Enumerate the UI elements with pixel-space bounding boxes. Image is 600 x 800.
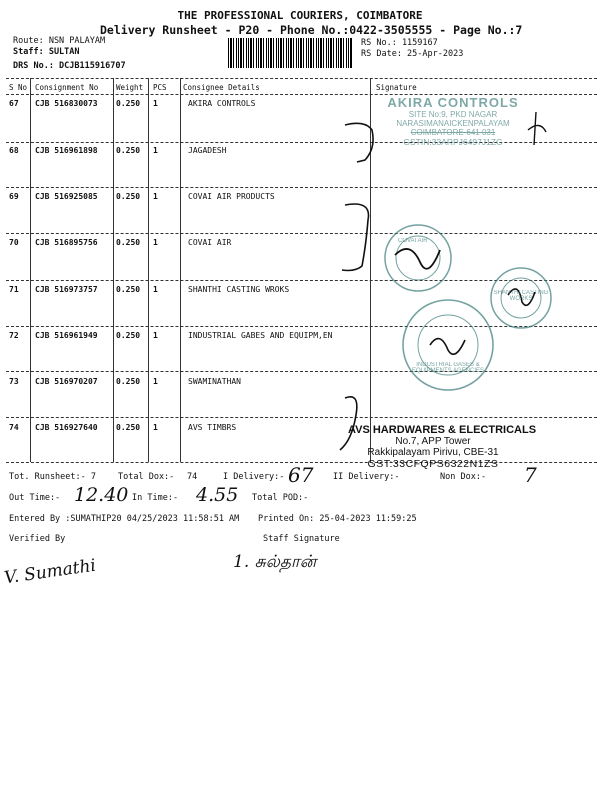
stamp-line: AVS HARDWARES & ELECTRICALS — [348, 424, 537, 436]
verified-signature: V. Sumathi — [3, 555, 98, 589]
rs-number: RS No.: 1159167 — [361, 38, 438, 48]
industrial-stamp-text: INDUSTRIAL GASES & EQUIPMENTS AGENCIES — [411, 362, 484, 374]
stamp-line: GST:33CFQPS6322N1ZS — [367, 458, 499, 470]
i-delivery-handwritten: 67 — [288, 463, 314, 487]
total-dox-label: Total Dox:- — [118, 472, 175, 482]
row-pcs: 1 — [153, 99, 158, 108]
ii-delivery-label: II Delivery:- — [333, 472, 400, 482]
covai-stamp-text: COVAI AIR — [398, 238, 428, 244]
row-consignee: AVS TIMBRS — [188, 423, 237, 432]
column-header-consignee: Consignee Details — [183, 83, 260, 92]
signature-stroke — [395, 249, 440, 269]
signature-stroke — [345, 123, 373, 162]
row-sno: 72 — [9, 331, 19, 340]
non-dox-label: Non Dox:- — [440, 472, 487, 482]
total-dox-value: 74 — [187, 472, 198, 482]
row-consignee: INDUSTRIAL GABES AND EQUIPM,EN — [188, 331, 333, 340]
row-consignment: CJB 516961898 — [35, 146, 98, 155]
document-subtitle: Delivery Runsheet - P20 - Phone No.:0422-3505555 - Page No.:7 — [100, 23, 523, 37]
row-pcs: 1 — [153, 285, 158, 294]
printed-on: Printed On: 25-04-2023 11:59:25 — [258, 514, 417, 524]
row-sno: 67 — [9, 99, 19, 108]
drs-number: DRS No.: DCJB115916707 — [13, 61, 126, 71]
row-pcs: 1 — [153, 238, 158, 247]
row-weight: 0.250 — [116, 331, 141, 340]
row-pcs: 1 — [153, 423, 158, 432]
row-pcs: 1 — [153, 331, 158, 340]
row-consignment: CJB 516973757 — [35, 285, 98, 294]
row-consignment: CJB 516895756 — [35, 238, 98, 247]
shanthi-stamp-text: SHANTHI CASTING WORKS — [493, 290, 549, 302]
route-label: Route: NSN PALAYAM — [13, 36, 106, 46]
stamp-line: SITE No:9, PKD NAGAR — [408, 110, 498, 119]
out-time-label: Out Time:- — [9, 493, 61, 503]
column-header-pcs: PCS — [153, 83, 167, 92]
staff-label: Staff: SULTAN — [13, 47, 80, 57]
row-weight: 0.250 — [116, 146, 141, 155]
industrial-stamp-ring — [403, 300, 493, 390]
signature-stroke — [342, 204, 369, 271]
stamp-line: Rakkipalayam Pirivu, CBE-31 — [367, 447, 499, 458]
row-consignment: CJB 516970207 — [35, 377, 98, 386]
row-sno: 74 — [9, 423, 19, 432]
row-sno: 69 — [9, 192, 19, 201]
row-weight: 0.250 — [116, 99, 141, 108]
stamp-line: No.7, APP Tower — [395, 436, 471, 447]
ii-delivery-handwritten: 7 — [524, 463, 537, 487]
row-weight: 0.250 — [116, 377, 141, 386]
stamp-line: NARASIMANAICKENPALAYAM — [396, 119, 510, 128]
document-title: THE PROFESSIONAL COURIERS, COIMBATORE — [177, 9, 423, 22]
row-consignment: CJB 516961949 — [35, 331, 98, 340]
i-delivery-label: I Delivery:- — [223, 472, 285, 482]
row-weight: 0.250 — [116, 423, 141, 432]
row-sno: 71 — [9, 285, 19, 294]
row-consignment: CJB 516925085 — [35, 192, 98, 201]
rs-date: RS Date: 25-Apr-2023 — [361, 49, 464, 59]
row-pcs: 1 — [153, 146, 158, 155]
row-consignee: COVAI AIR — [188, 238, 232, 247]
staff-signature-label: Staff Signature — [263, 534, 340, 544]
stamp-line: GSTIN:33ARPJ6497J1ZG — [403, 137, 503, 147]
entered-by: Entered By :SUMATHIP20 04/25/2023 11:58:51 AM — [9, 514, 240, 524]
column-header-sno: S No — [9, 83, 28, 92]
row-weight: 0.250 — [116, 285, 141, 294]
signature-stroke — [528, 112, 546, 145]
signature-stroke — [430, 339, 465, 355]
staff-signature: 1. சுல்தான் — [233, 552, 317, 572]
stamp-line: AKIRA CONTROLS — [387, 95, 519, 110]
row-sno: 73 — [9, 377, 19, 386]
stamp-line: COIMBATORE-641 031 — [410, 128, 496, 137]
row-weight: 0.250 — [116, 238, 141, 247]
in-time-label: In Time:- — [132, 493, 179, 503]
verified-by-label: Verified By — [9, 534, 66, 544]
row-pcs: 1 — [153, 192, 158, 201]
row-pcs: 1 — [153, 377, 158, 386]
row-consignee: JAGADESH — [188, 146, 227, 155]
row-consignee: COVAI AIR PRODUCTS — [188, 192, 275, 201]
avs-company-stamp — [348, 424, 537, 470]
out-time-handwritten: 12.40 — [74, 484, 129, 506]
row-consignee: SHANTHI CASTING WROKS — [188, 285, 290, 294]
row-sno: 70 — [9, 238, 19, 247]
column-header-weight: Weight — [116, 83, 144, 92]
total-pod-label: Total POD:- — [252, 493, 309, 503]
row-consignment: CJB 516927640 — [35, 423, 98, 432]
column-header-consignment: Consignment No — [35, 83, 99, 92]
in-time-handwritten: 4.55 — [196, 484, 239, 506]
row-weight: 0.250 — [116, 192, 141, 201]
total-runsheet: Tot. Runsheet:- 7 — [9, 472, 96, 482]
row-consignee: SWAMINATHAN — [188, 377, 241, 386]
column-header-signature: Signature — [376, 83, 417, 92]
row-consignee: AKIRA CONTROLS — [188, 99, 256, 108]
row-sno: 68 — [9, 146, 19, 155]
row-consignment: CJB 516830073 — [35, 99, 98, 108]
